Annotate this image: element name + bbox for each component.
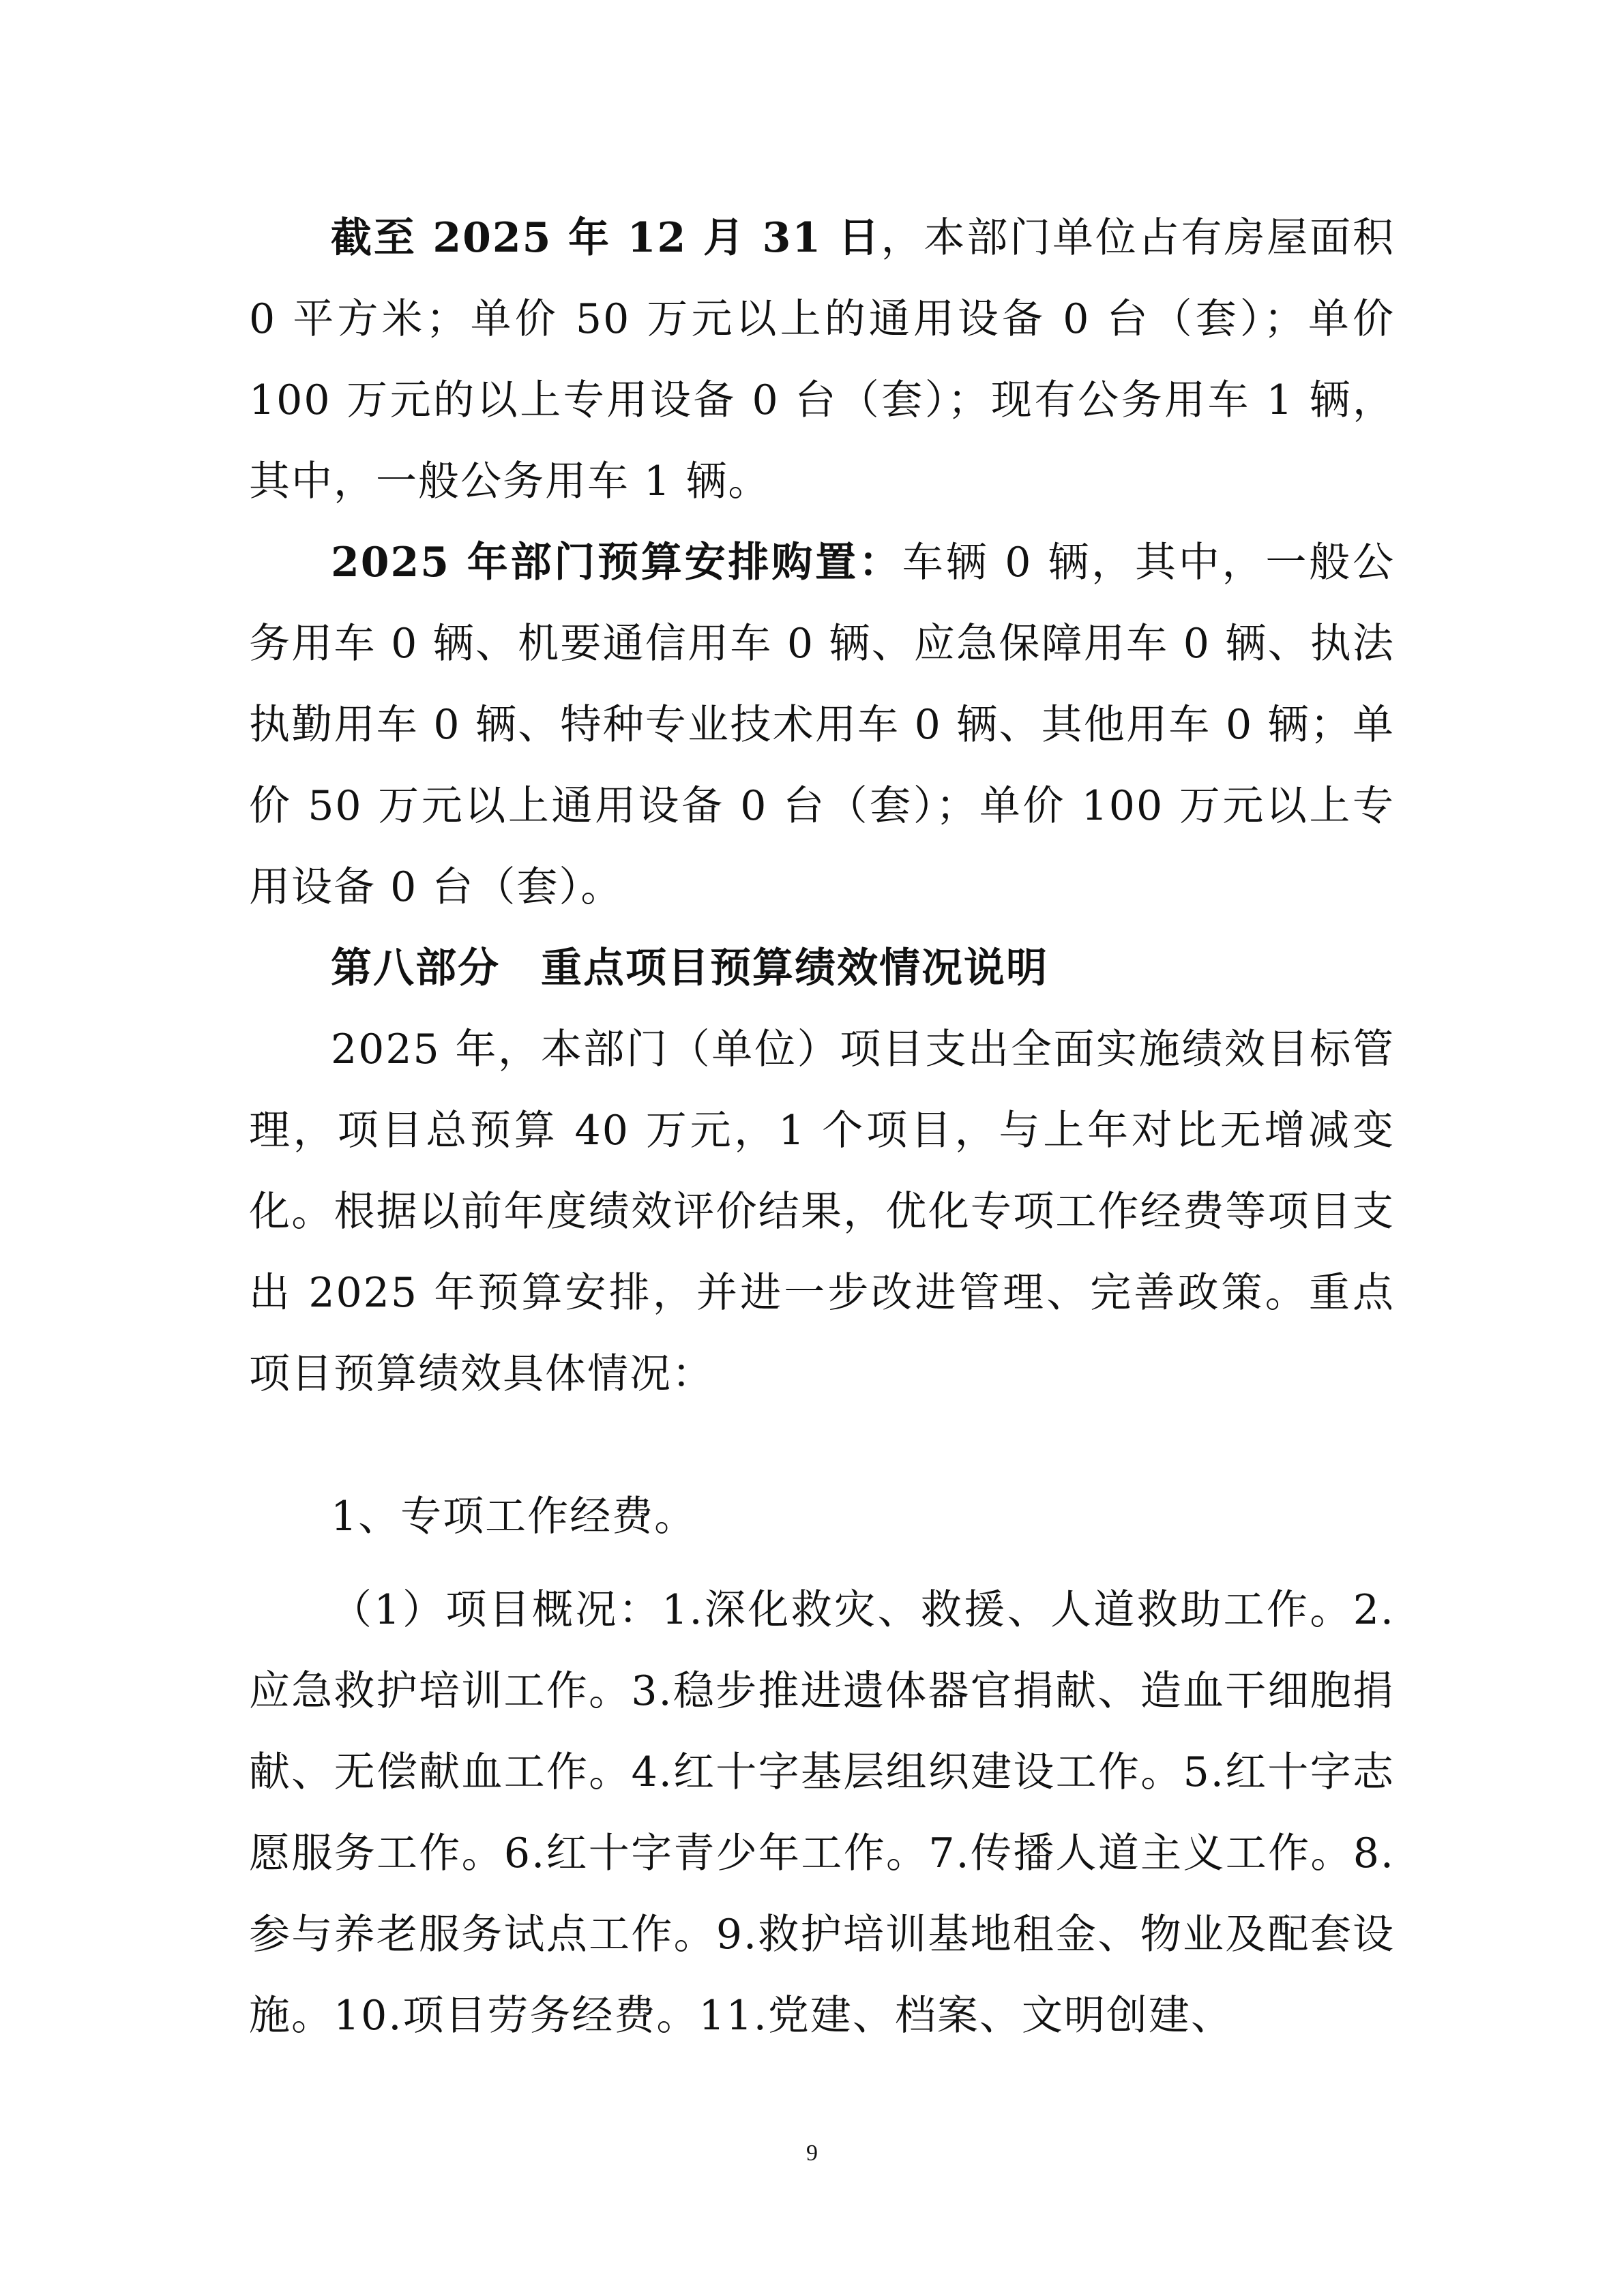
- project-overview-paragraph: （1）项目概况：1.深化救灾、救援、人道救助工作。2.应急救护培训工作。3.稳步推进遗体器官捐献、造血干细胞捐献、无偿献血工作。4.红十字基层组织建设工作。5.红十字志愿服务工作。6.红十字青少年工作。7.传播人道主义工作。8.参与养老服务试点工作。9.救护培训基地租金、物业及配套设施。10.项目劳务经费。11.党建、档案、文明创建、: [249, 1586, 1395, 2040]
- asset-status-paragraph: [249, 198, 1395, 522]
- section-part-label: 第八部分: [331, 944, 500, 992]
- page-number: 9: [806, 2141, 818, 2166]
- asset-status-lead: 截至 2025 年 12 月 31 日: [331, 214, 881, 262]
- section-heading: [249, 928, 1395, 1009]
- performance-overview-paragraph: 2025 年，本部门（单位）项目支出全面实施绩效目标管理，项目总预算 40 万元，1 个项目，与上年对比无增减变化。根据以前年度绩效评价结果，优化专项工作经费等项目支出 2025 年预算安排，并进一步改进管理、完善政策。重点项目预算绩效具体情况：: [249, 1026, 1395, 1398]
- body-text-project: [249, 1570, 1395, 2057]
- body-text-lower: [249, 1476, 1395, 1557]
- purchase-plan-text: 车辆 0 辆，其中，一般公务用车 0 辆、机要通信用车 0 辆、应急保障用车 0 辆、执法执勤用车 0 辆、特种专业技术用车 0 辆、其他用车 0 辆；单价 50 万元以上通用设备 0 台（套）；单价 100 万元以上专用设备 0 台（套）。: [249, 539, 1395, 911]
- asset-status-text: ，本部门单位占有房屋面积 0 平方米；单价 50 万元以上的通用设备 0 台（套）；单价 100 万元的以上专用设备 0 台（套）；现有公务用车 1 辆，其中，一般公务用车 1 辆。: [249, 214, 1395, 505]
- purchase-plan-paragraph: [249, 522, 1395, 928]
- section-title-text: 重点项目预算绩效情况说明: [541, 944, 1048, 992]
- project-heading-paragraph: 1、专项工作经费。: [331, 1493, 697, 1540]
- purchase-plan-lead: 2025 年部门预算安排购置：: [331, 539, 902, 586]
- body-text-upper: [249, 198, 1395, 1415]
